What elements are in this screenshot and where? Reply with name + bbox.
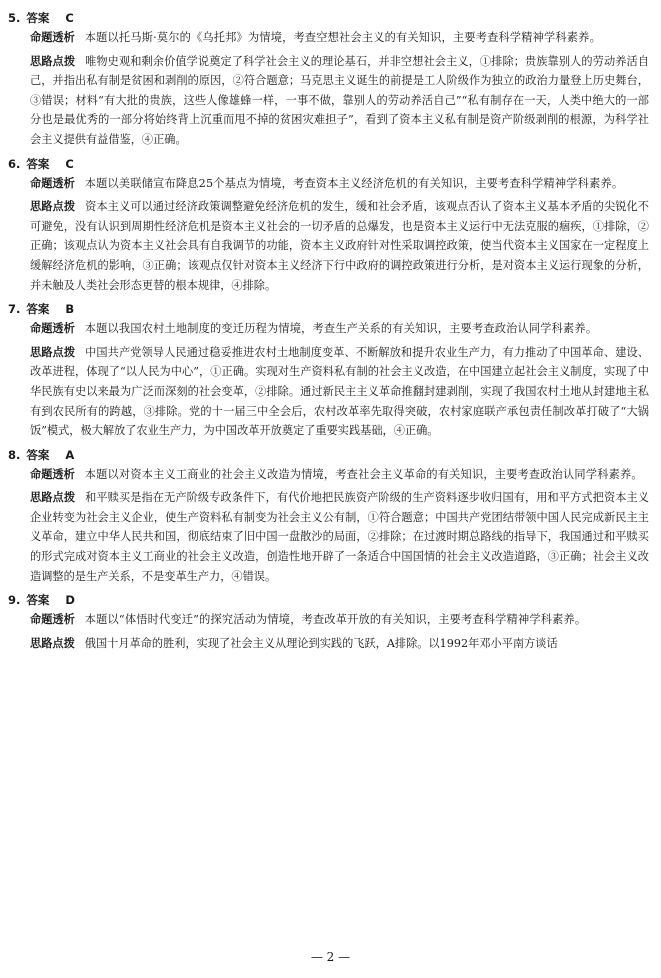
question-7 [8,299,649,441]
question-number: 9. [8,593,21,608]
analysis-label: 命题透析 [30,31,75,44]
hint-label: 思路点拨 [30,636,75,650]
question-number: 6. [8,156,21,171]
analysis-text: 本题以我国农村土地制度的变迁历程为情境，考查生产关系的有关知识，主要考查政治认同学科素养。 [84,322,598,336]
hint-text: 俄国十月革命的胜利，实现了社会主义从理论到实践的飞跃，A排除。以1992年邓小平南方谈话 [84,636,558,650]
hint-section [8,343,649,441]
answer-choice: C [65,11,74,25]
answer-line [8,445,649,465]
answer-line [8,590,649,610]
analysis-text: 本题以对资本主义工商业的社会主义改造为情境，考查社会主义革命的有关知识，主要考查政治认同学科素养。 [84,467,643,481]
answer-line [8,299,649,319]
answer-document [8,8,649,657]
answer-label: 答案 [26,593,50,608]
hint-section [8,634,649,654]
page-number: — 2 — [310,950,351,964]
analysis-label: 命题透析 [30,322,75,336]
analysis-section [8,465,649,485]
question-9 [8,590,649,653]
hint-label: 思路点拨 [30,491,76,505]
hint-text: 中国共产党领导人民通过稳妥推进农村土地制度变革、不断解放和提升农业生产力，有力推动了中国革命、建设、改革进程，体现了“以人民为中心”，①正确。实现对生产资料私有制的社会主义改造，在中国建立起社会主义制度，实现了中华民族有史以来最为广泛而深刻的社会变革，②排除。通过新民主主义革命推翻封建剥削，实现了我国农村土地从封建地主私有到农民所有的跨越，③排除。党的十一届三中全会后，农村改革率先取得突破，农村家庭联产承包责任制改革打破了“大锅饭”模式，极大解放了农业生产力，为中国改革开放奠定了重要实践基础，④正确。 [30,345,649,438]
analysis-section [8,319,649,339]
hint-section [8,197,649,295]
question-5 [8,8,649,150]
question-6 [8,154,649,296]
analysis-text: 本题以托马斯·莫尔的《乌托邦》为情境，考查空想社会主义的有关知识，主要考查科学精神学科素养。 [84,31,601,44]
analysis-label: 命题透析 [30,176,75,190]
answer-label: 答案 [26,156,50,171]
analysis-section [8,610,649,630]
answer-label: 答案 [26,302,50,317]
answer-label: 答案 [26,447,50,462]
hint-section [8,52,649,150]
hint-label: 思路点拨 [30,345,76,359]
question-number: 7. [8,302,21,317]
answer-label: 答案 [26,11,50,25]
answer-line [8,8,649,28]
answer-choice: C [65,156,74,171]
answer-choice: A [65,447,75,462]
hint-label: 思路点拨 [30,54,76,68]
question-number: 8. [8,447,21,462]
hint-label: 思路点拨 [30,200,76,214]
analysis-section [8,174,649,194]
answer-line [8,154,649,174]
answer-choice: D [65,593,75,608]
answer-choice: B [65,302,75,317]
analysis-label: 命题透析 [30,467,75,481]
question-number: 5. [8,11,21,25]
hint-text: 唯物史观和剩余价值学说奠定了科学社会主义的理论基石，并非空想社会主义，①排除；贵族靠别人的劳动养活自己，并指出私有制是贫困和剥削的原因，②符合题意；马克思主义诞生的前提是工人阶级作为独立的政治力量登上历史舞台，③错误；材料“有大批的贵族，这些人像雄蜂一样，一事不做，靠别人的劳动养活自己”“私有制存在一天，人类中绝大的一部分也是最优秀的一部分将始终背上沉重而甩不掉的贫困灾难担子”，看到了资本主义私有制是资产阶级剥削的根源，为科学社会主义提供有益借鉴，④正确。 [30,54,649,146]
question-8 [8,445,649,587]
analysis-section [8,28,649,48]
analysis-text: 本题以“体悟时代变迁”的探究活动为情境，考查改革开放的有关知识，主要考查科学精神学科素养。 [84,613,587,627]
hint-section [8,488,649,586]
analysis-text: 本题以美联储宣布降息25个基点为情境，考查资本主义经济危机的有关知识，主要考查科学精神学科素养。 [84,176,624,190]
hint-text: 资本主义可以通过经济政策调整避免经济危机的发生，缓和社会矛盾，该观点否认了资本主义基本矛盾的尖锐化不可避免，没有认识到周期性经济危机是资本主义社会的一切矛盾的总爆发，也是资本主义运行中无法克服的痼疾，①排除，②正确；该观点认为资本主义社会具有自我调节的功能，资本主义政府针对性采取调控政策，使当代资本主义国家在一定程度上缓解经济危机的影响，③正确；该观点仅针对资本主义经济下行中政府的调控政策进行分析，是对资本主义运行现象的分析，并未触及人类社会形态更替的根本规律，④排除。 [30,200,649,292]
hint-text: 和平赎买是指在无产阶级专政条件下，有代价地把民族资产阶级的生产资料逐步收归国有，用和平方式把资本主义企业转变为社会主义企业，使生产资料私有制变为社会主义公有制，①符合题意；中国共产党团结带领中国人民完成新民主主义革命，建立中华人民共和国，彻底结束了旧中国一盘散沙的局面，②排除；在过渡时期总路线的指导下，我国通过和平赎买的形式完成对资本主义工商业的社会主义改造，创造性地开辟了一条适合中国国情的社会主义改造道路，③正确；社会主义改造调整的是生产关系，不是变革生产力，④错误。 [30,491,649,583]
analysis-label: 命题透析 [30,613,75,627]
